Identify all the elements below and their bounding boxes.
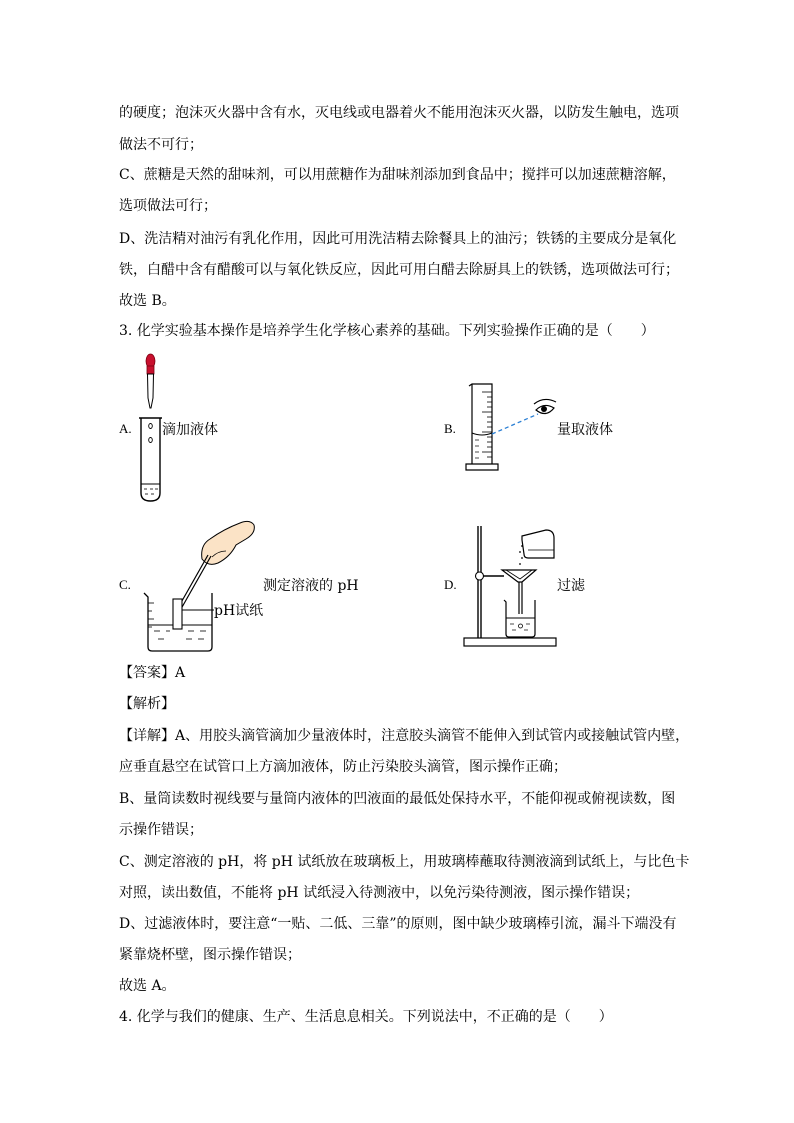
answer-label: 【答案】A [119,665,186,681]
dropper-test-tube-figure [136,352,166,504]
text-line: 紧靠烧杯壁，图示操作错误； [119,947,301,963]
option-a-letter: A. [119,421,132,436]
option-b-letter: B. [444,421,456,436]
ph-paper-label: pH试纸 [214,603,264,619]
question-3-stem: 3. 化学实验基本操作是培养学生化学核心素养的基础。下列实验操作正确的是（ ） [119,323,655,339]
option-d-caption: 过滤 [557,578,585,594]
text-line: C、蔗糖是天然的甜味剂，可以用蔗糖作为甜味剂添加到食品中；搅拌可以加速蔗糖溶解， [119,167,676,183]
option-d-letter: D. [444,577,457,592]
text-line: D、洗洁精对油污有乳化作用，因此可用洗洁精去除餐具上的油污；铁锈的主要成分是氧化 [119,231,677,247]
graduated-cylinder-figure [462,380,562,475]
text-line: 应垂直悬空在试管口上方滴加液体，防止污染胶头滴管，图示操作正确； [119,759,567,775]
option-a-caption: 滴加液体 [162,422,218,438]
text-line: 故选 A。 [119,978,176,994]
filtration-figure [462,522,562,650]
text-line: 选项做法可行； [119,198,217,214]
text-line: 的硬度；泡沫灭火器中含有水，灭电线或电器着火不能用泡沫灭火器，以防发生触电，选项 [119,105,679,121]
text-line: 铁，白醋中含有醋酸可以与氧化铁反应，因此可用白醋去除厨具上的铁锈，选项做法可行； [119,262,679,278]
text-line: B、量筒读数时视线要与量筒内液体的凹液面的最低处保持水平，不能仰视或俯视读数，图 [119,791,676,807]
text-line: C、测定溶液的 pH，将 pH 试纸放在玻璃板上，用玻璃棒蘸取待测液滴到试纸上，与比色卡 [119,854,690,870]
option-b-caption: 量取液体 [557,422,613,438]
option-c-caption: 测定溶液的 pH [263,578,359,594]
text-line: 故选 B。 [119,293,176,309]
text-line: 做法不可行； [119,137,203,153]
text-line: D、过滤液体时，要注意“一贴、二低、三靠”的原则，图中缺少玻璃棒引流，漏斗下端没有 [119,916,677,932]
text-line: 【详解】A、用胶头滴管滴加少量液体时，注意胶头滴管不能伸入到试管内或接触试管内壁， [119,728,690,744]
ph-test-figure [140,515,260,653]
question-4-stem: 4. 化学与我们的健康、生产、生活息息相关。下列说法中，不正确的是（ ） [119,1009,613,1025]
option-c-letter: C. [119,577,131,592]
text-line: 示操作错误； [119,822,203,838]
analysis-label: 【解析】 [119,696,175,712]
text-line: 对照，读出数值，不能将 pH 试纸浸入待测液中，以免污染待测液，图示操作错误； [119,885,640,901]
